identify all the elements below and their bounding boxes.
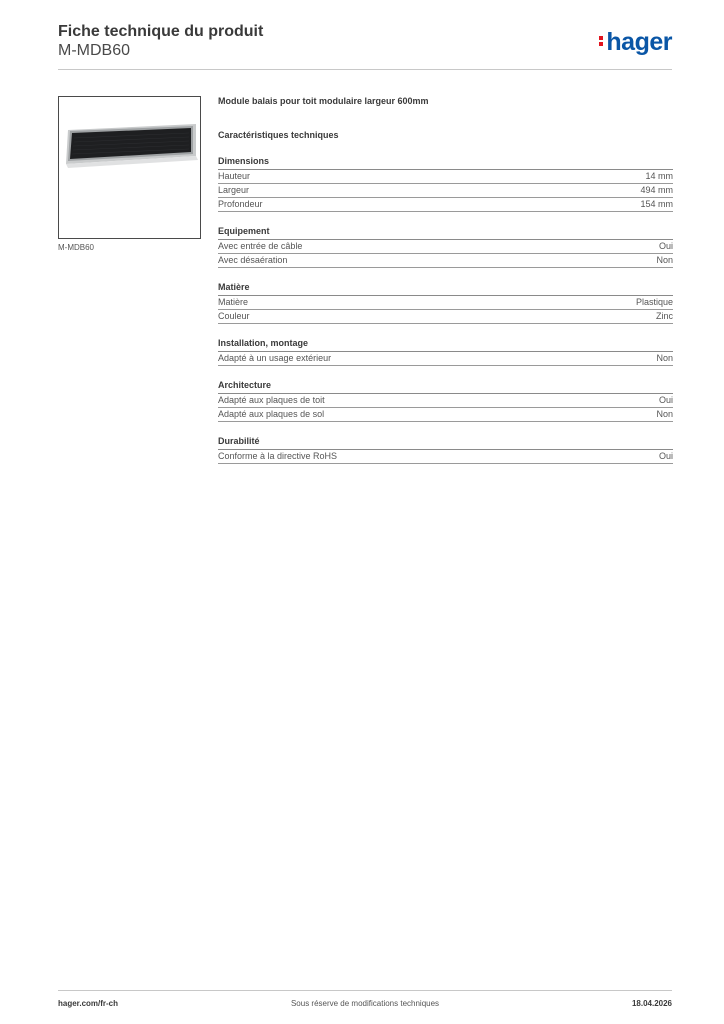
spec-label: Hauteur	[218, 171, 251, 181]
spec-label: Couleur	[218, 311, 250, 321]
spec-row	[218, 296, 673, 310]
page-header	[58, 22, 672, 70]
spec-label: Profondeur	[218, 199, 263, 209]
product-image-caption: M-MDB60	[58, 243, 95, 252]
spec-section-title: Durabilité	[218, 436, 673, 450]
spec-value: Oui	[658, 241, 673, 251]
spec-value: Zinc	[655, 311, 673, 321]
footer-date: 18.04.2026	[631, 999, 672, 1008]
spec-label: Matière	[218, 297, 249, 307]
spec-row	[218, 240, 673, 254]
tech-specs-heading: Caractéristiques techniques	[218, 130, 339, 140]
spec-value: Plastique	[635, 297, 673, 307]
spec-row	[218, 254, 673, 268]
spec-value: 14 mm	[645, 171, 673, 181]
spec-row	[218, 394, 673, 408]
spec-row	[218, 352, 673, 366]
spec-row	[218, 408, 673, 422]
spec-value: Non	[656, 353, 673, 363]
spec-row	[218, 450, 673, 464]
product-reference: M-MDB60	[58, 42, 131, 59]
spec-section	[218, 282, 673, 324]
footer-website: hager.com/fr-ch	[58, 999, 119, 1008]
spec-section-title: Dimensions	[218, 156, 673, 170]
spec-label: Conforme à la directive RoHS	[218, 451, 338, 461]
spec-value: Non	[656, 409, 673, 419]
spec-section	[218, 338, 673, 366]
spec-label: Adapté à un usage extérieur	[218, 353, 332, 363]
product-description: Module balais pour toit modulaire largeur 600mm	[218, 96, 429, 106]
spec-section-title: Matière	[218, 282, 673, 296]
spec-row	[218, 198, 673, 212]
spec-label: Adapté aux plaques de toit	[218, 395, 325, 405]
logo-dots-icon	[599, 34, 604, 48]
spec-value: 494 mm	[640, 185, 673, 195]
page-title: Fiche technique du produit	[58, 23, 264, 40]
spec-section-title: Installation, montage	[218, 338, 673, 352]
spec-row	[218, 310, 673, 324]
spec-value: Oui	[658, 395, 673, 405]
brush-module-image	[62, 124, 199, 168]
logo-text: hager	[606, 28, 672, 56]
spec-value: Non	[656, 255, 673, 265]
spec-section	[218, 380, 673, 422]
spec-section-title: Architecture	[218, 380, 673, 394]
spec-row	[218, 184, 673, 198]
spec-section	[218, 226, 673, 268]
spec-sections	[218, 156, 673, 464]
spec-section	[218, 436, 673, 464]
footer-disclaimer: Sous réserve de modifications techniques	[290, 999, 440, 1008]
spec-value: Oui	[658, 451, 673, 461]
hager-logo	[599, 28, 672, 57]
spec-section	[218, 156, 673, 212]
spec-label: Avec désaération	[218, 255, 288, 265]
spec-section-title: Equipement	[218, 226, 673, 240]
page-footer	[58, 990, 672, 1014]
spec-label: Avec entrée de câble	[218, 241, 303, 251]
spec-label: Largeur	[218, 185, 250, 195]
spec-value: 154 mm	[640, 199, 673, 209]
product-details	[218, 96, 673, 464]
spec-label: Adapté aux plaques de sol	[218, 409, 325, 419]
spec-row	[218, 170, 673, 184]
